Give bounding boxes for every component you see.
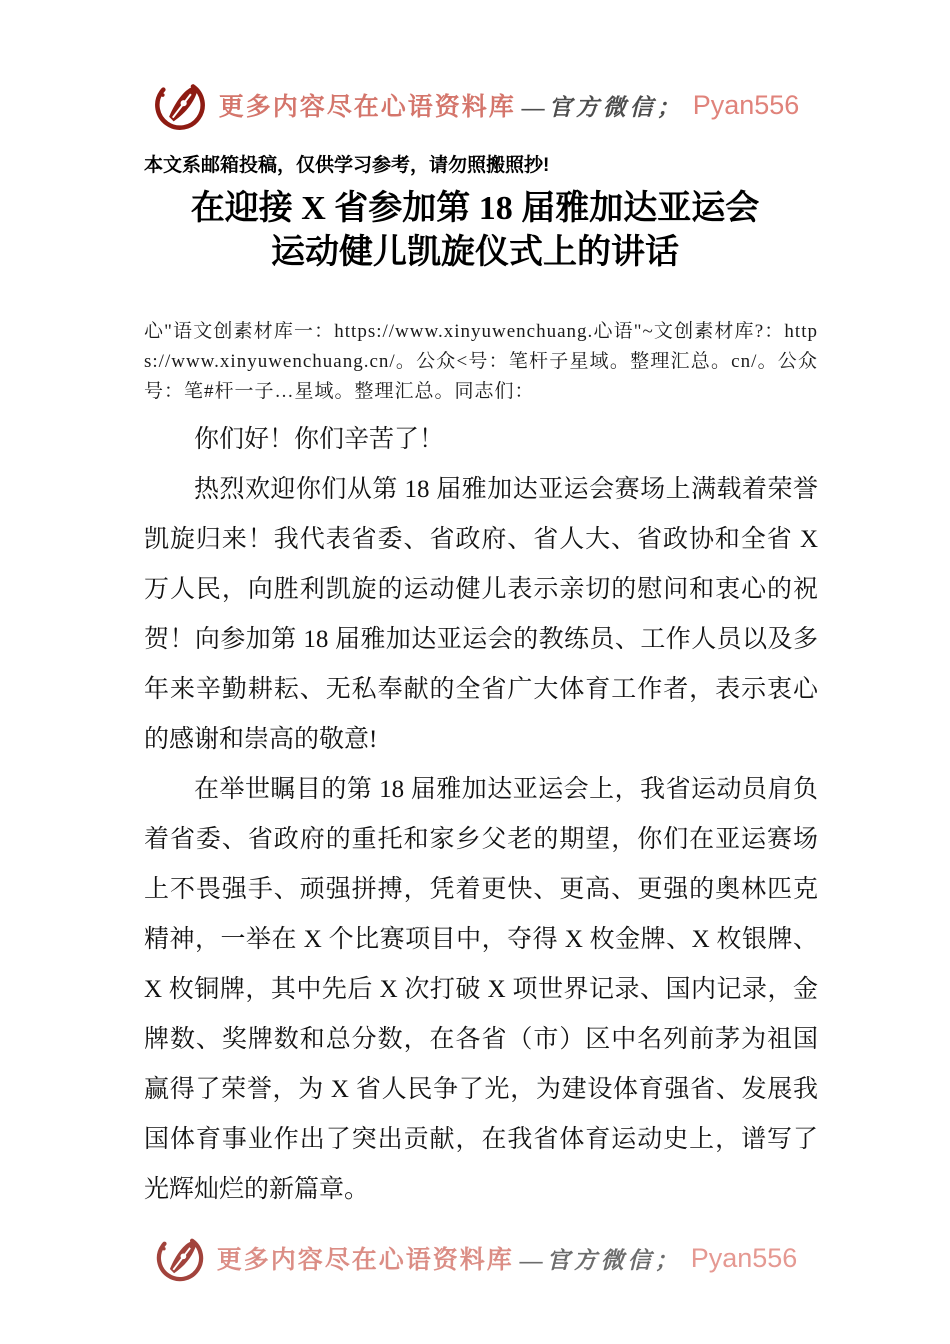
title-line-1: 在迎接 X 省参加第 18 届雅加达亚运会 <box>190 190 760 227</box>
paragraph-greeting: 你们好！你们辛苦了！ <box>194 426 445 453</box>
watermark-slogan: 更多内容尽在心语资料库 <box>218 94 516 121</box>
paragraph-achievements: 在举世瞩目的第 18 届雅加达亚运会上，我省运动员肩负着省委、省政府的重托和家乡父老的期望，你们在亚运赛场上不畏强手、顽强拼搏，凭着更快、更高、更强的奥林匹克精神，一举在 X 个比赛项目中，夺得 X 枚金牌、X 枚银牌、X 枚铜牌，其中先后 X 次打破 X 项世界记录、国内记录，金牌数、奖牌数和总分数，在各省（市）区中名列前茅为祖国赢得了荣誉，为 X 省人民争了光，为建设体育强省、发展我国体育事业作出了突出贡献，在我省体育运动史上，谱写了光辉灿烂的新篇章。 <box>144 776 818 1203</box>
title-line-2: 运动健儿凯旋仪式上的讲话 <box>271 234 679 271</box>
watermark-slogan: 更多内容尽在心语资料库 <box>216 1247 514 1274</box>
speech-body <box>144 415 818 1215</box>
submission-notice: 本文系邮箱投稿，仅供学习参考，请勿照搬照抄! <box>144 155 550 176</box>
footer-watermark <box>0 1227 950 1289</box>
pen-nib-circle-icon <box>151 76 209 134</box>
source-meta-paragraph: 心"语文创素材库一：https://www.xinyuwenchuang.心语"~文创素材库?：https://www.xinyuwenchuang.cn/。公众<号：笔杆子星域。整理汇总。cn/。公众号：笔#杆一子…星域。整理汇总。同志们： <box>144 321 818 402</box>
paragraph-welcome: 热烈欢迎你们从第 18 届雅加达亚运会赛场上满载着荣誉凯旋归来！我代表省委、省政府、省人大、省政协和全省 X 万人民，向胜利凯旋的运动健儿表示亲切的慰问和衷心的祝贺！向参加第 18 届雅加达亚运会的教练员、工作人员以及多年来辛勤耕耘、无私奉献的全省广大体育工作者，表示衷心的感谢和崇高的敬意! <box>144 476 818 753</box>
watermark-wechat-label: —官方微信； <box>519 1247 682 1273</box>
watermark-wechat-label: —官方微信； <box>521 94 684 120</box>
header-watermark <box>0 74 950 136</box>
document-title <box>40 187 910 275</box>
watermark-wechat-id: Pyan556 <box>692 89 800 120</box>
watermark-wechat-id: Pyan556 <box>690 1242 798 1273</box>
pen-nib-circle-icon <box>153 1231 207 1285</box>
